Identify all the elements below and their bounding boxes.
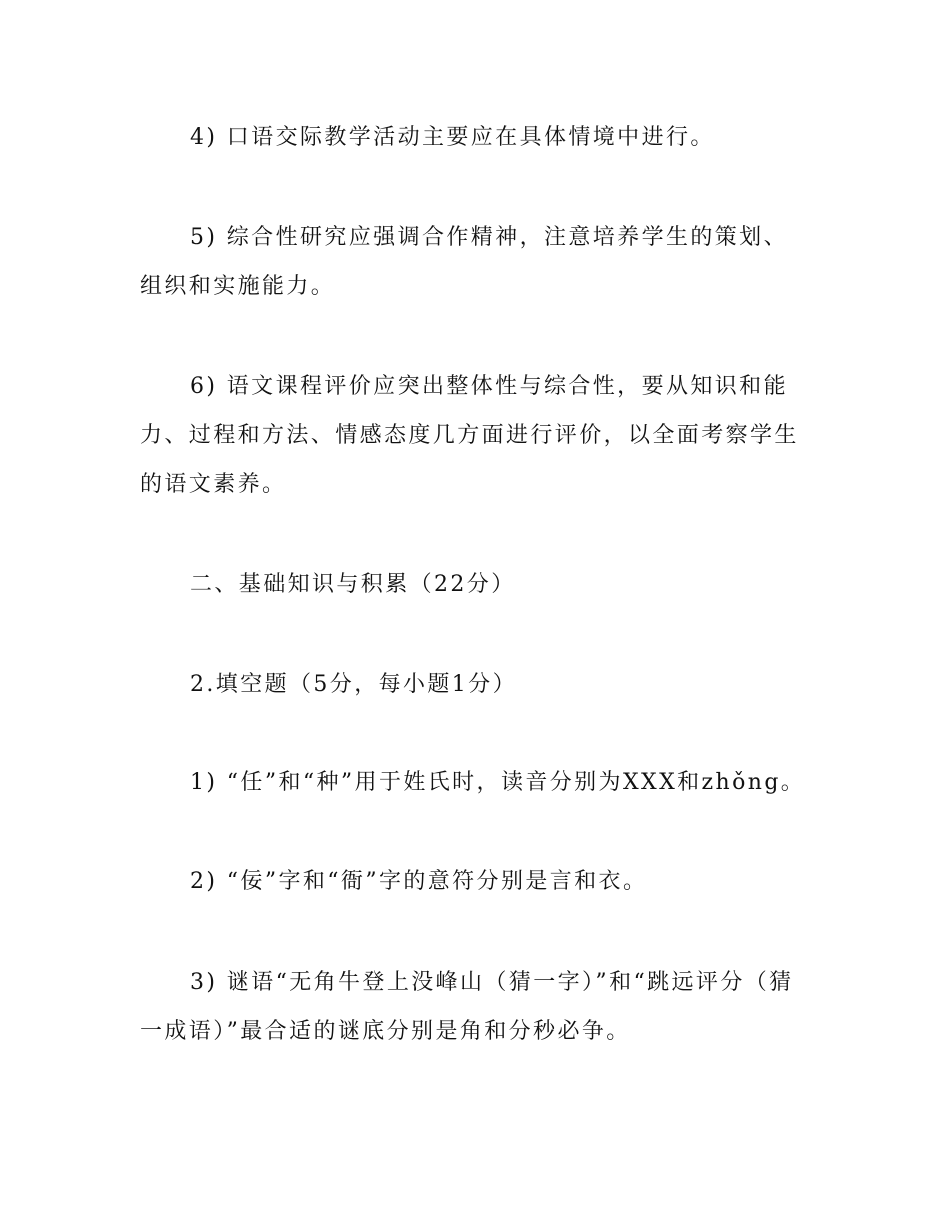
section-heading: 二、基础知识与积累（22分）: [190, 572, 516, 597]
question-item-1: 1) “任”和“种”用于姓氏时，读音分别为XXX和zhǒng。: [190, 770, 806, 795]
question-heading: 2.填空题（5分，每小题1分）: [190, 672, 517, 697]
paragraph-item-6: 6) 语文课程评价应突出整体性与综合性，要从知识和能力、过程和方法、情感态度几方面进行评价，以全面考察学生的语文素养。: [140, 374, 799, 497]
question-item-2: 2) “佞”字和“衙”字的意符分别是言和衣。: [190, 869, 648, 894]
question-item-3: 3) 谜语“无角牛登上没峰山（猜一字）”和“跳远评分（猜一成语）”最合适的谜底分别是角和分秒必争。: [140, 970, 794, 1044]
paragraph-item-4: 4) 口语交际教学活动主要应在具体情境中进行。: [190, 125, 715, 150]
paragraph-item-5: 5) 综合性研究应强调合作精神，注意培养学生的策划、组织和实施能力。: [140, 225, 788, 299]
